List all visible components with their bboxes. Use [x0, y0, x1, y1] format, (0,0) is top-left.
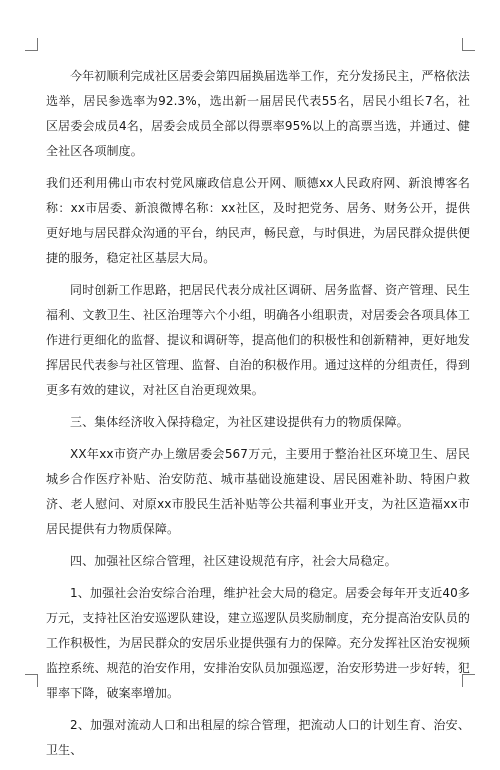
section-heading-community-management: 四、加强社区综合管理，社区建设规范有序，社会大局稳定。 — [70, 554, 397, 568]
paragraph-floating-population: 2、加强对流动人口和出租屋的综合管理，把流动人口的计划生育、治安、卫生、 — [46, 718, 470, 757]
section-heading-collective-economy: 三、集体经济收入保持稳定，为社区建设提供有力的物质保障。 — [70, 415, 409, 429]
document-body — [46, 64, 470, 770]
crop-mark-bottom-left — [25, 674, 38, 687]
crop-mark-top-right — [462, 38, 475, 51]
paragraph-representative-groups: 同时创新工作思路，把居民代表分成社区调研、居务监督、资产管理、民生福利、文教卫生、社区治理等六个小组，明确各小组职责，对居委会各项具体工作进行更细化的监督、提议和调研等，提高他们的积极性和创新精神，更好地发挥居民代表参与社区管理、监督、自治的积极作用。通过这样的分组责任，得到更多有效的建议，对社区自治更现效果。 — [46, 283, 470, 397]
paragraph-election: 今年初顺利完成社区居委会第四届换届选举工作，充分发扬民主，严格依法选举，居民参选率为92.3%，选出新一届居民代表55名，居民小组长7名，社区居委会成员4名，居委会成员全部以得票率95%以上的高票当选，并通过、健全社区各项制度。 — [46, 69, 470, 158]
crop-mark-top-left — [25, 38, 38, 51]
paragraph-online-disclosure: 我们还利用佛山市农村党风廉政信息公开网、顺德xx人民政府网、新浪博客名称：xx市居委、新浪微博名称：xx社区，及时把党务、居务、财务公开，提供更好地与居民群众沟通的平台，纳民声，畅民意，与时俱进，为居民群众提供便捷的服务，稳定社区基层大局。 — [46, 176, 470, 265]
paragraph-asset-funding: XX年xx市资产办上缴居委会567万元，主要用于整治社区环境卫生、居民城乡合作医疗补贴、治安防范、城市基础设施建设、居民困难补助、特困户救济、老人慰问、对原xx市股民生活补贴等公共福利事业开支，为社区造福xx市居民提供有力物质保障。 — [46, 447, 470, 536]
paragraph-public-security: 1、加强社会治安综合治理，维护社会大局的稳定。居委会每年开支近40多万元，支持社区治安巡逻队建设，建立巡逻队员奖励制度，充分提高治安队员的工作积极性，为居民群众的安居乐业提供强有力的保障。充分发挥社区治安视频监控系统、规范的治安作用，安排治安队员加强巡逻，治安形势进一步好转，犯罪率下降，破案率增加。 — [46, 586, 470, 700]
